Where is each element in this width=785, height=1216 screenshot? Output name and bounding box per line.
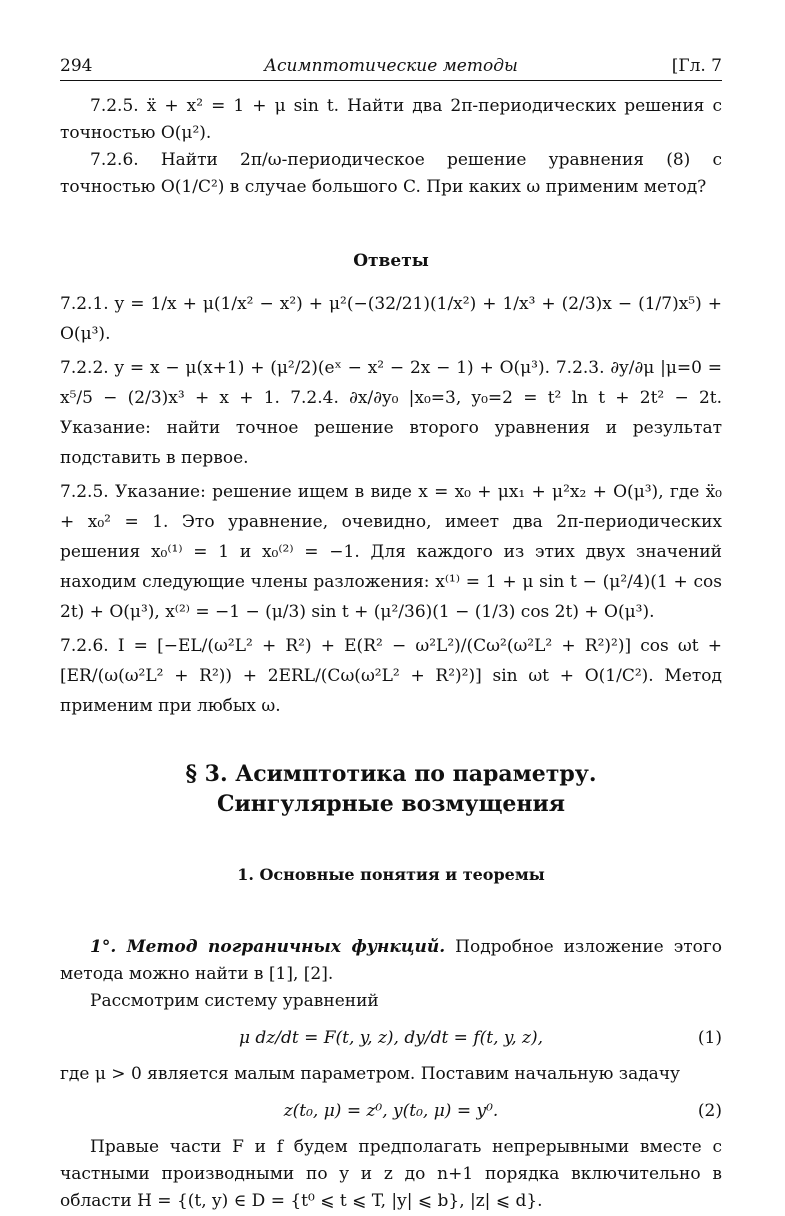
paragraph-conditions: Правые части F и f будем предполагать непрерывными вместе с частными производными по y и z до n+1 порядка включительно в области H = {(t, y) ∈ D = {t⁰ ⩽ t ⩽ T, |y| ⩽ b}, |z| ⩽ d}. <box>60 1137 722 1211</box>
equation-2-number: (2) <box>697 1101 722 1121</box>
section-title-line2: Сингулярные возмущения <box>216 791 566 817</box>
equation-1-number: (1) <box>697 1028 722 1048</box>
section-title-line1: § 3. Асимптотика по параметру. <box>185 761 597 787</box>
equation-2-body: z(t₀, μ) = z⁰, y(t₀, μ) = y⁰. <box>283 1101 499 1121</box>
exercise-list <box>60 93 722 201</box>
answers-list <box>60 289 722 721</box>
paragraph-method-lead: 1°. Метод пограничных функций. <box>90 937 446 957</box>
page <box>60 52 722 1215</box>
equation-1 <box>60 1023 722 1053</box>
running-header <box>60 52 722 80</box>
answer-7-2-1: 7.2.1. y = 1/x + μ(1/x² − x²) + μ²(−(32/21)(1/x²) + 1/x³ + (2/3)x − (1/7)x⁵) + O(μ³). <box>60 294 722 344</box>
answers-heading: Ответы <box>353 251 429 271</box>
page-number: 294 <box>60 56 93 76</box>
running-title: Асимптотические методы <box>264 56 518 76</box>
section-title <box>60 759 722 819</box>
subsection-title: 1. Основные понятия и теоремы <box>237 865 545 884</box>
paragraph-method-rest: Подробное изложение этого метода можно найти в [1], [2]. <box>60 937 722 984</box>
equation-1-body: μ dz/dt = F(t, y, z), dy/dt = f(t, y, z), <box>238 1028 544 1048</box>
exercise-7-2-6: 7.2.6. Найти 2π/ω-периодическое решение уравнения (8) с точностью O(1/C²) в случае большого C. При каких ω применим метод? <box>60 150 722 197</box>
chapter-label: [Гл. 7 <box>671 56 722 76</box>
answer-7-2-2-to-7-2-4: 7.2.2. y = x − μ(x+1) + (μ²/2)(eˣ − x² − 2x − 1) + O(μ³). 7.2.3. ∂y/∂μ |μ=0 = x⁵/5 − (2/3)x³ + x + 1. 7.2.4. ∂x/∂y₀ |x₀=3, y₀=2 = t² ln t + 2t² − 2t. Указание: найти точное решение второго уравнения и результат подставить в первое. <box>60 358 722 468</box>
paragraph-system: Рассмотрим систему уравнений <box>90 991 379 1011</box>
answer-7-2-5: 7.2.5. Указание: решение ищем в виде x = x₀ + μx₁ + μ²x₂ + O(μ³), где ẍ₀ + x₀² = 1. Это уравнение, очевидно, имеет два 2π-периодических решения x₀⁽¹⁾ = 1 и x₀⁽²⁾ = −1. Для каждого из этих двух значений находим следующие члены разложения: x⁽¹⁾ = 1 + μ sin t − (μ²/4)(1 + cos 2t) + O(μ³), x⁽²⁾ = −1 − (μ/3) sin t + (μ²/36)(1 − (1/3) cos 2t) + O(μ³). <box>60 482 722 622</box>
equation-2 <box>60 1096 722 1126</box>
paragraph-small-parameter: где μ > 0 является малым параметром. Поставим начальную задачу <box>60 1064 681 1084</box>
exercise-7-2-5: 7.2.5. ẍ + x² = 1 + μ sin t. Найти два 2π-периодических решения с точностью O(μ²). <box>60 96 722 143</box>
paragraph-method <box>60 934 722 988</box>
header-rule <box>60 80 722 81</box>
answer-7-2-6: 7.2.6. I = [−EL/(ω²L² + R²) + E(R² − ω²L²)/(Cω²(ω²L² + R²)²)] cos ωt + [ER/(ω(ω²L² + R²)) + 2ERL/(Cω(ω²L² + R²)²)] sin ωt + O(1/C²). Метод применим при любых ω. <box>60 636 722 716</box>
